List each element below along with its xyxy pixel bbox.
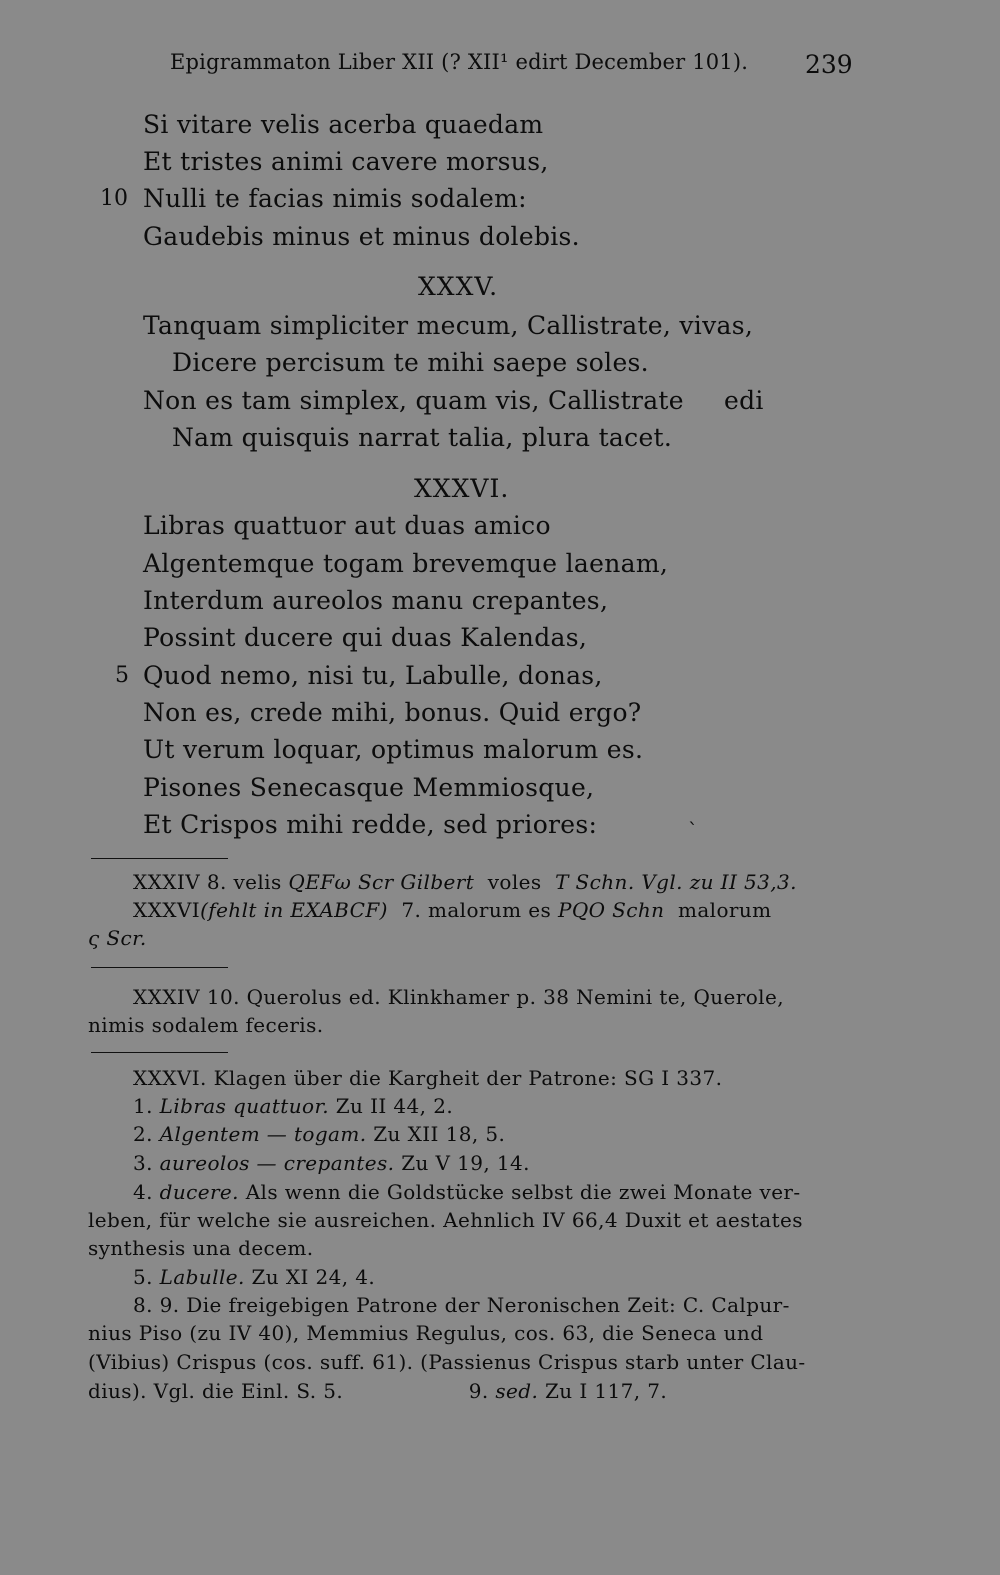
lemma: ducere.: [159, 1180, 239, 1204]
line-number: 10: [100, 186, 128, 211]
verse-line: Dicere percisum te mihi saepe soles.: [172, 348, 649, 377]
line-number: 5: [115, 663, 129, 688]
footnote-rule: [91, 1052, 228, 1053]
verse-line: Si vitare velis acerba quaedam: [143, 110, 544, 139]
note-text: Zu II 44, 2.: [335, 1094, 454, 1118]
lemma: sed.: [495, 1379, 539, 1403]
commentary-line: leben, für welche sie ausreichen. Aehnlich IV 66,4 Duxit et aestates: [88, 1208, 803, 1232]
apparatus-sigla: PQO Schn: [557, 898, 665, 922]
apparatus-ref: XXXIV 8. velis: [133, 870, 282, 894]
verse-line: Et tristes animi cavere morsus,: [143, 147, 549, 176]
apparatus-line: [133, 898, 772, 922]
apparatus-sigla: ς: [88, 926, 100, 950]
commentary-line: [133, 1265, 375, 1289]
verse-line: Ut verum loquar, optimus malorum es.: [143, 735, 644, 764]
footnote-rule: [91, 967, 228, 968]
apparatus-note: (fehlt in EXABCF): [200, 898, 388, 922]
source-line: nimis sodalem feceris.: [88, 1013, 324, 1037]
apparatus-ref: XXXVI: [133, 898, 201, 922]
poem-title: XXXVI.: [414, 474, 510, 503]
verse-line: Tanquam simpliciter mecum, Callistrate, vivas,: [143, 311, 754, 340]
verse-line: Nam quisquis narrat talia, plura tacet.: [172, 423, 673, 452]
apparatus-sigla: QEFω Scr Gilbert: [288, 870, 475, 894]
note-text: Zu XII 18, 5.: [373, 1122, 506, 1146]
note-number: 1.: [133, 1094, 153, 1118]
footnote-rule: [91, 858, 228, 859]
note-number: 2.: [133, 1122, 153, 1146]
verse-line: Et Crispos mihi redde, sed priores:: [143, 810, 598, 839]
verse-line: Non es, crede mihi, bonus. Quid ergo?: [143, 698, 642, 727]
page-number: 239: [805, 50, 853, 79]
commentary-line: [133, 1180, 801, 1204]
commentary-line: [88, 1379, 667, 1403]
note-number: 9.: [468, 1379, 489, 1403]
note-text: dius). Vgl. die Einl. S. 5.: [88, 1379, 344, 1403]
lemma: aureolos — crepantes.: [159, 1151, 395, 1175]
apparatus-reading: malorum: [677, 898, 772, 922]
apparatus-line: [133, 870, 797, 894]
stray-mark: ˋ: [688, 818, 698, 842]
commentary-line: (Vibius) Crispus (cos. suff. 61). (Passienus Crispus starb unter Clau-: [88, 1350, 806, 1374]
apparatus-sigla: Scr.: [106, 926, 147, 950]
margin-fragment: edi: [724, 386, 764, 415]
poem-title: XXXV.: [418, 272, 499, 301]
commentary-line: XXXVI. Klagen über die Kargheit der Patrone: SG I 337.: [133, 1066, 723, 1090]
apparatus-reading: voles: [487, 870, 542, 894]
verse-line: Possint ducere qui duas Kalendas,: [143, 623, 588, 652]
verse-line: Pisones Senecasque Memmiosque,: [143, 773, 595, 802]
note-number: 3.: [133, 1151, 153, 1175]
note-text: Als wenn die Goldstücke selbst die zwei Monate ver-: [245, 1180, 801, 1204]
note-number: 5.: [133, 1265, 153, 1289]
apparatus-reading: 7. malorum es: [401, 898, 552, 922]
note-text: Zu XI 24, 4.: [251, 1265, 376, 1289]
apparatus-line: [88, 926, 147, 950]
commentary-line: [133, 1094, 453, 1118]
source-line: XXXIV 10. Querolus ed. Klinkhamer p. 38 Nemini te, Querole,: [133, 985, 784, 1009]
verse-line: Libras quattuor aut duas amico: [143, 511, 551, 540]
commentary-line: 8. 9. Die freigebigen Patrone der Neronischen Zeit: C. Calpur-: [133, 1293, 790, 1317]
verse-line: Quod nemo, nisi tu, Labulle, donas,: [143, 661, 603, 690]
verse-line: Non es tam simplex, quam vis, Callistrate: [143, 386, 684, 415]
running-header: Epigrammaton Liber XII (? XII¹ edirt December 101).: [170, 50, 749, 74]
verse-line: Algentemque togam brevemque laenam,: [143, 549, 669, 578]
verse-line: Interdum aureolos manu crepantes,: [143, 586, 609, 615]
lemma: Labulle.: [159, 1265, 245, 1289]
verse-line: Gaudebis minus et minus dolebis.: [143, 222, 580, 251]
commentary-line: synthesis una decem.: [88, 1236, 314, 1260]
commentary-line: nius Piso (zu IV 40), Memmius Regulus, cos. 63, die Seneca und: [88, 1321, 764, 1345]
lemma: Libras quattuor.: [159, 1094, 329, 1118]
lemma: Algentem — togam.: [159, 1122, 367, 1146]
verse-line: Nulli te facias nimis sodalem:: [143, 184, 527, 213]
note-text: Zu I 117, 7.: [545, 1379, 668, 1403]
apparatus-sigla: T Schn. Vgl. zu II 53,3.: [555, 870, 797, 894]
note-number: 4.: [133, 1180, 153, 1204]
commentary-line: [133, 1151, 530, 1175]
commentary-line: [133, 1122, 505, 1146]
note-text: Zu V 19, 14.: [401, 1151, 530, 1175]
